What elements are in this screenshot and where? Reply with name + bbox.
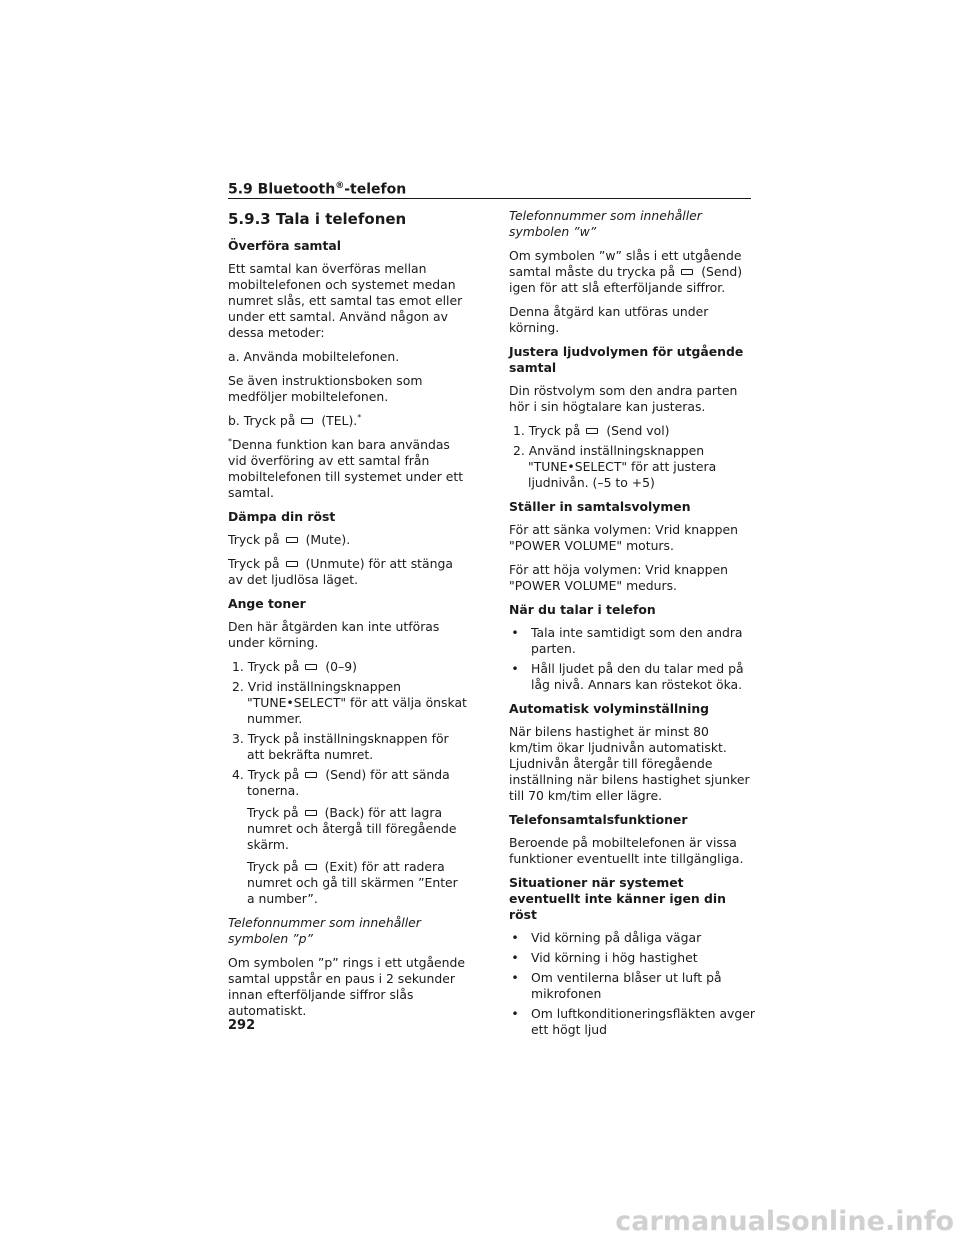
step-4-back: Tryck på (Back) för att lagra numret och återgå till föregående skärm. (247, 805, 457, 852)
paragraph: Ett samtal kan överföras mellan mobiltelefonen och systemet medan numret slås, ett samtal tas emot eller under ett samtal. Använd någon av dessa metoder: (228, 261, 463, 340)
paragraph-w: Om symbolen ”w” slås i ett utgående samtal måste du trycka på (Send) igen för att slå efterföljande siffror. (509, 248, 743, 295)
button-icon (286, 537, 298, 543)
header-suffix: -telefon (344, 181, 407, 198)
button-icon (286, 561, 298, 567)
list-item: • Vid körning i hög hastighet (511, 950, 698, 965)
paragraph: För att höja volymen: Vrid knappen "POWER VOLUME" medurs. (509, 562, 728, 593)
header-rule (228, 198, 751, 199)
heading-funktioner: Telefonsamtalsfunktioner (509, 812, 688, 827)
heading-toner: Ange toner (228, 596, 306, 611)
button-icon (305, 810, 317, 816)
volume-step-1: 1. Tryck på (Send vol) (513, 423, 670, 438)
button-icon (305, 864, 317, 870)
paragraph: Se även instruktionsboken som medföljer mobiltelefonen. (228, 373, 423, 404)
paragraph: Denna åtgärd kan utföras under körning. (509, 304, 709, 335)
paragraph: Beroende på mobiltelefonen är vissa funktioner eventuellt inte tillgängliga. (509, 835, 744, 866)
watermark: carmanualsonline.info (615, 1206, 954, 1237)
paragraph: Din röstvolym som den andra parten hör i sin högtalare kan justeras. (509, 383, 738, 414)
page-number: 292 (228, 1018, 256, 1033)
heading-symbol-w: Telefonnummer som innehåller symbolen ”w” (509, 208, 702, 239)
heading-dampa: Dämpa din röst (228, 509, 336, 524)
header-registered-mark: ® (335, 181, 345, 191)
list-item: • Om luftkonditioneringsfläkten avger ett högt ljud (511, 1006, 755, 1037)
left-column (228, 208, 468, 1027)
button-icon (305, 664, 317, 670)
button-icon (586, 428, 598, 434)
right-column (509, 208, 755, 1042)
paragraph: När bilens hastighet är minst 80 km/tim ökar ljudnivån automatiskt. Ljudnivån återgår till föregående inställning när bilens hastighet sjunker till 70 km/tim eller lägre. (509, 724, 750, 803)
section-title: 5.9.3 Tala i telefonen (228, 210, 407, 228)
step-3: 3. Tryck på inställningsknappen för att bekräfta numret. (232, 731, 449, 762)
volume-step-2: 2. Använd inställningsknappen "TUNE•SELECT" för att justera ljudnivån. (–5 to +5) (513, 443, 717, 490)
heading-symbol-p: Telefonnummer som innehåller symbolen ”p” (228, 915, 421, 946)
step-1: 1. Tryck på (0–9) (232, 659, 357, 674)
header-section: 5.9 Bluetooth (228, 181, 336, 198)
button-icon (681, 269, 693, 275)
heading-talar: När du talar i telefon (509, 602, 656, 617)
footnote-mark: * (357, 413, 362, 422)
footnote: *Denna funktion kan bara användas vid överföring av ett samtal från mobiltelefonen till systemet under ett samtal. (228, 437, 464, 500)
heading-situationer: Situationer när systemet eventuellt inte känner igen din röst (509, 875, 726, 922)
paragraph: För att sänka volymen: Vrid knappen "POWER VOLUME" moturs. (509, 522, 738, 553)
heading-justera: Justera ljudvolymen för utgående samtal (509, 344, 744, 375)
paragraph-mute: Tryck på (Mute). (228, 532, 351, 547)
heading-auto: Automatisk volyminställning (509, 701, 710, 716)
step-2: 2. Vrid inställningsknappen "TUNE•SELECT" för att välja önskat nummer. (232, 679, 467, 726)
list-item: • Håll ljudet på den du talar med på låg nivå. Annars kan röstekot öka. (511, 661, 744, 692)
button-icon (301, 418, 313, 424)
heading-overfora: Överföra samtal (228, 238, 341, 253)
paragraph-tel: b. Tryck på (TEL).* (228, 413, 362, 428)
button-icon (305, 772, 317, 778)
list-item: • Om ventilerna blåser ut luft på mikrofonen (511, 970, 722, 1001)
step-4: 4. Tryck på (Send) för att sända tonerna. (232, 767, 450, 798)
paragraph: Den här åtgärden kan inte utföras under körning. (228, 619, 440, 650)
list-item: • Vid körning på dåliga vägar (511, 930, 702, 945)
step-4-exit: Tryck på (Exit) för att radera numret och gå till skärmen ”Enter a number”. (247, 859, 458, 906)
heading-staller: Ställer in samtalsvolymen (509, 499, 691, 514)
paragraph: Om symbolen ”p” rings i ett utgående samtal uppstår en paus i 2 sekunder innan efterföljande siffror slås automatiskt. (228, 955, 466, 1018)
paragraph: a. Använda mobiltelefonen. (228, 349, 400, 364)
list-item: • Tala inte samtidigt som den andra parten. (511, 625, 743, 656)
running-header (228, 176, 751, 200)
paragraph-unmute: Tryck på (Unmute) för att stänga av det ljudlösa läget. (228, 556, 453, 587)
